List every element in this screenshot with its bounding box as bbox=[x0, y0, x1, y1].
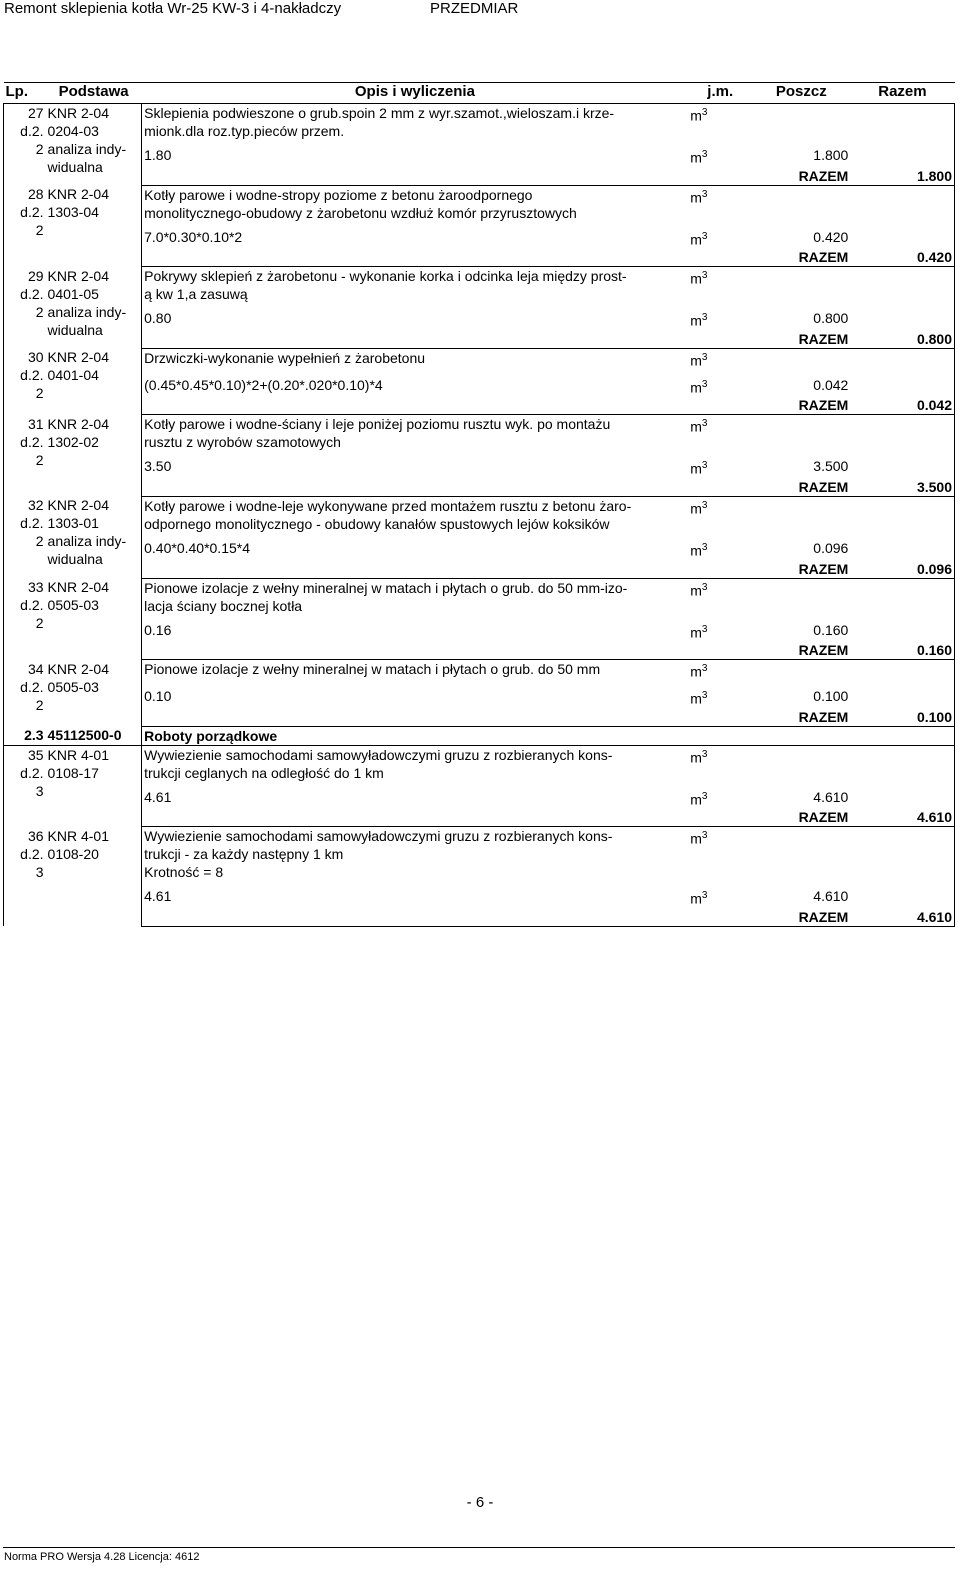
item-poszcz: 0.042 bbox=[813, 376, 849, 393]
col-poszcz: Poszcz bbox=[752, 83, 850, 104]
document-title: Remont sklepienia kotła Wr-25 KW-3 i 4-nakładczy bbox=[4, 0, 342, 17]
razem-value: 0.100 bbox=[850, 708, 954, 727]
item-calc-unit: $m^3$ bbox=[690, 378, 708, 396]
razem-label: RAZEM bbox=[752, 478, 850, 497]
item-description: Wywiezienie samochodami samowyładowczymi gruzu z rozbieranych kons- trukcji ceglanych na odległość do 1 km bbox=[144, 746, 613, 781]
item-poszcz: 0.096 bbox=[813, 539, 849, 556]
item-unit: $m^3$ bbox=[690, 270, 708, 287]
item-podstawa: KNR 2-04 0204-03 analiza indy- widualna bbox=[46, 104, 142, 186]
item-calculation: 0.80 bbox=[144, 310, 172, 327]
col-opis: Opis i wyliczenia bbox=[142, 83, 689, 104]
item-calculation: 1.80 bbox=[144, 147, 172, 163]
table-row bbox=[4, 641, 955, 660]
table-row bbox=[4, 140, 955, 167]
item-calc-unit: $m^3$ bbox=[690, 541, 708, 559]
item-podstawa: KNR 2-04 0401-05 analiza indy- widualna bbox=[46, 267, 142, 349]
item-poszcz: 0.100 bbox=[813, 687, 849, 704]
razem-label: RAZEM bbox=[752, 908, 850, 927]
table-row bbox=[4, 578, 955, 615]
item-calc-unit: $m^3$ bbox=[690, 689, 708, 707]
item-unit: $m^3$ bbox=[690, 188, 708, 206]
item-description: Wywiezienie samochodami samowyładowczymi gruzu z rozbieranych kons- trukcji - za każdy następny 1 km Krotność = 8 bbox=[144, 828, 613, 881]
razem-label: RAZEM bbox=[752, 330, 850, 349]
razem-value: 4.610 bbox=[850, 908, 954, 927]
item-lp: 29 d.2. 2 bbox=[4, 267, 46, 349]
item-calculation: 4.61 bbox=[144, 888, 172, 905]
item-calculation: 0.10 bbox=[144, 687, 172, 704]
item-podstawa: KNR 2-04 1303-04 bbox=[46, 185, 142, 267]
table-row bbox=[4, 660, 955, 681]
item-lp: 36 d.2. 3 bbox=[4, 827, 46, 927]
table-row bbox=[4, 348, 955, 369]
razem-value: 0.042 bbox=[850, 396, 954, 415]
table-row bbox=[4, 185, 955, 222]
razem-label: RAZEM bbox=[752, 708, 850, 727]
item-lp: 30 d.2. 2 bbox=[4, 348, 46, 414]
table-row bbox=[4, 782, 955, 809]
item-calc-unit: $m^3$ bbox=[690, 312, 708, 329]
table-row bbox=[4, 745, 955, 782]
table-row bbox=[4, 222, 955, 249]
razem-value: 0.160 bbox=[850, 641, 954, 660]
item-unit: $m^3$ bbox=[690, 107, 708, 124]
item-description: Pokrywy sklepień z żarobetonu - wykonanie korka i odcinka leja między prost- ą kw 1,a zasuwą bbox=[144, 268, 627, 303]
item-podstawa: KNR 2-04 1302-02 bbox=[46, 415, 142, 497]
table-row bbox=[4, 478, 955, 497]
table-row bbox=[4, 615, 955, 642]
item-podstawa: KNR 2-04 0505-03 bbox=[46, 660, 142, 726]
item-description: Drzwiczki-wykonanie wypełnień z żarobetonu bbox=[144, 349, 426, 366]
item-poszcz: 1.800 bbox=[813, 147, 849, 163]
razem-value: 1.800 bbox=[850, 167, 954, 186]
razem-label: RAZEM bbox=[752, 167, 850, 186]
table-row bbox=[4, 267, 955, 304]
item-podstawa: KNR 4-01 0108-20 bbox=[46, 827, 142, 927]
item-calculation: 0.40*0.40*0.15*4 bbox=[144, 539, 250, 556]
item-poszcz: 0.420 bbox=[813, 228, 849, 245]
razem-value: 3.500 bbox=[850, 478, 954, 497]
item-calculation: 3.50 bbox=[144, 458, 172, 475]
item-poszcz: 0.800 bbox=[813, 310, 849, 327]
item-poszcz: 4.610 bbox=[813, 788, 849, 805]
table-row bbox=[4, 167, 955, 186]
table-row bbox=[4, 415, 955, 452]
item-calc-unit: $m^3$ bbox=[690, 890, 708, 907]
col-razem: Razem bbox=[850, 83, 954, 104]
table-row bbox=[4, 248, 955, 267]
item-calc-unit: $m^3$ bbox=[690, 230, 708, 248]
col-lp: Lp. bbox=[4, 83, 46, 104]
col-podstawa: Podstawa bbox=[46, 83, 142, 104]
item-unit: $m^3$ bbox=[690, 830, 708, 847]
table-row bbox=[4, 908, 955, 927]
item-lp: 27 d.2. 2 bbox=[4, 104, 46, 186]
section-code: 45112500-0 bbox=[46, 726, 142, 745]
table-row bbox=[4, 396, 955, 415]
razem-label: RAZEM bbox=[752, 560, 850, 579]
item-lp: 35 d.2. 3 bbox=[4, 745, 46, 827]
item-poszcz: 0.160 bbox=[813, 621, 849, 638]
table-row bbox=[4, 451, 955, 478]
razem-value: 0.420 bbox=[850, 248, 954, 267]
section-row bbox=[4, 726, 955, 745]
item-unit: $m^3$ bbox=[690, 351, 708, 369]
table-row bbox=[4, 370, 955, 397]
footer-divider bbox=[3, 1547, 955, 1548]
razem-value: 0.800 bbox=[850, 330, 954, 349]
razem-label: RAZEM bbox=[752, 396, 850, 415]
table-row bbox=[4, 496, 955, 533]
table-row bbox=[4, 808, 955, 827]
table-row bbox=[4, 681, 955, 708]
item-description: Sklepienia podwieszone o grub.spoin 2 mm z wyr.szamot.,wieloszam.i krze- mionk.dla roz.typ.pieców przem. bbox=[144, 105, 615, 139]
item-calc-unit: $m^3$ bbox=[690, 790, 708, 808]
table-row bbox=[4, 827, 955, 882]
table-row bbox=[4, 533, 955, 560]
table-row bbox=[4, 560, 955, 579]
section-title: Roboty porządkowe bbox=[142, 726, 851, 745]
item-podstawa: KNR 2-04 0401-04 bbox=[46, 348, 142, 414]
page-number: - 6 - bbox=[466, 1494, 494, 1511]
item-unit: $m^3$ bbox=[690, 748, 708, 766]
item-podstawa: KNR 4-01 0108-17 bbox=[46, 745, 142, 827]
item-description: Kotły parowe i wodne-ściany i leje poniżej poziomu rusztu wyk. po montażu rusztu z wyrobów szamotowych bbox=[144, 416, 611, 451]
item-calc-unit: $m^3$ bbox=[690, 623, 708, 641]
item-calculation: (0.45*0.45*0.10)*2+(0.20*.020*0.10)*4 bbox=[144, 376, 383, 393]
razem-label: RAZEM bbox=[752, 808, 850, 827]
item-poszcz: 3.500 bbox=[813, 458, 849, 475]
item-calc-unit: $m^3$ bbox=[690, 149, 708, 166]
item-calculation: 4.61 bbox=[144, 788, 172, 805]
col-jm: j.m. bbox=[688, 83, 752, 104]
table-header-row bbox=[4, 83, 955, 104]
item-lp: 31 d.2. 2 bbox=[4, 415, 46, 497]
table-row bbox=[4, 708, 955, 727]
item-podstawa: KNR 2-04 1303-01 analiza indy- widualna bbox=[46, 496, 142, 578]
item-unit: $m^3$ bbox=[690, 418, 708, 435]
item-calculation: 0.16 bbox=[144, 621, 172, 638]
section-lp: 2.3 bbox=[4, 726, 46, 745]
item-unit: $m^3$ bbox=[690, 499, 708, 517]
item-unit: $m^3$ bbox=[690, 581, 708, 599]
item-unit: $m^3$ bbox=[690, 663, 708, 680]
razem-label: RAZEM bbox=[752, 248, 850, 267]
table-row bbox=[4, 303, 955, 330]
table-row bbox=[4, 104, 955, 141]
item-description: Pionowe izolacje z wełny mineralnej w matach i płytach o grub. do 50 mm-izo- lacja ściany bocznej kotła bbox=[144, 579, 628, 614]
document-type: PRZEDMIAR bbox=[430, 0, 519, 17]
cost-estimate-table bbox=[3, 82, 955, 927]
item-poszcz: 4.610 bbox=[813, 888, 849, 905]
razem-value: 4.610 bbox=[850, 808, 954, 827]
table-row bbox=[4, 330, 955, 349]
item-lp: 32 d.2. 2 bbox=[4, 496, 46, 578]
footer-license: Norma PRO Wersja 4.28 Licencja: 4612 bbox=[4, 1551, 200, 1563]
item-podstawa: KNR 2-04 0505-03 bbox=[46, 578, 142, 660]
item-lp: 33 d.2. 2 bbox=[4, 578, 46, 660]
item-description: Kotły parowe i wodne-stropy poziome z betonu żaroodpornego monolitycznego-obudowy z żarobetonu wzdłuż komór przyrusztowych bbox=[144, 186, 577, 221]
item-description: Pionowe izolacje z wełny mineralnej w matach i płytach o grub. do 50 mm bbox=[144, 661, 601, 678]
item-calculation: 7.0*0.30*0.10*2 bbox=[144, 228, 243, 245]
razem-value: 0.096 bbox=[850, 560, 954, 579]
table-row bbox=[4, 881, 955, 908]
razem-label: RAZEM bbox=[752, 641, 850, 660]
item-calc-unit: $m^3$ bbox=[690, 460, 708, 477]
item-lp: 28 d.2. 2 bbox=[4, 185, 46, 267]
item-lp: 34 d.2. 2 bbox=[4, 660, 46, 726]
item-description: Kotły parowe i wodne-leje wykonywane przed montażem rusztu z betonu żaro- odpornego monolitycznego - obudowy kanałów spustowych lejów koksików bbox=[144, 497, 632, 532]
